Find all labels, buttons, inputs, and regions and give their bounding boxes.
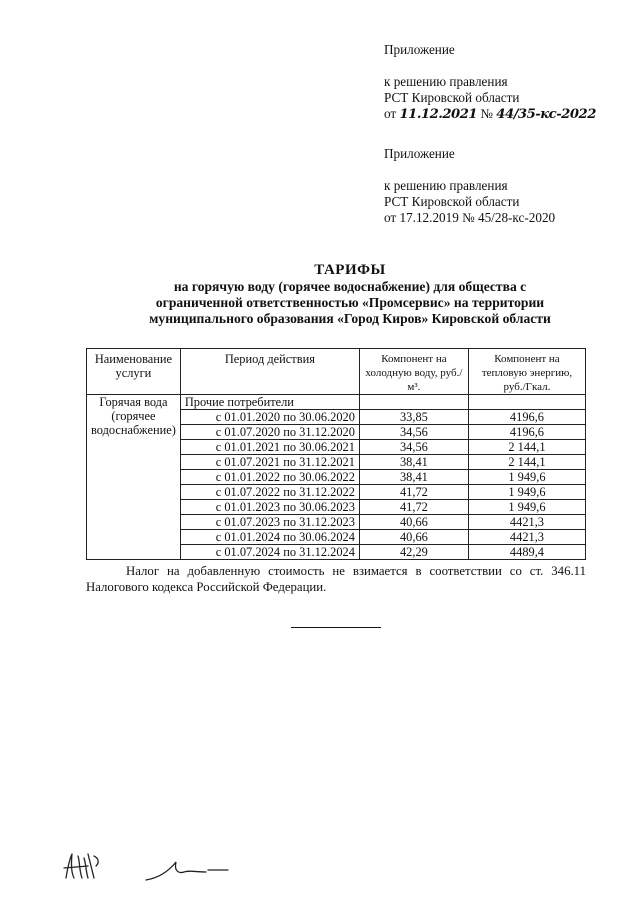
table-header-row bbox=[87, 349, 586, 395]
subtitle-line-2: ограниченной ответственностью «Промсервис» на территории bbox=[155, 295, 545, 310]
appendix-line-date-number: от 17.12.2019 № 45/28-кс-2020 bbox=[384, 210, 556, 225]
consumer-group: Прочие потребители bbox=[180, 395, 359, 410]
appendix-line-authority: РСТ Кировской области bbox=[384, 194, 520, 209]
heat-energy-cell: 1 949,6 bbox=[468, 470, 585, 485]
group-blank bbox=[359, 395, 468, 410]
document-title: ТАРИФЫ bbox=[314, 262, 386, 278]
cold-water-cell: 40,66 bbox=[359, 530, 468, 545]
subtitle-line-3: муниципального образования «Город Киров» Кировской области bbox=[149, 311, 551, 326]
appendix-line-decision: к решению правления bbox=[384, 178, 508, 193]
appendix-title: Приложение bbox=[384, 146, 455, 161]
heat-energy-cell: 4196,6 bbox=[468, 410, 585, 425]
cold-water-cell: 33,85 bbox=[359, 410, 468, 425]
cold-water-cell: 40,66 bbox=[359, 515, 468, 530]
date-prefix: от bbox=[384, 106, 397, 121]
number-prefix: № bbox=[480, 106, 493, 121]
heat-energy-cell: 2 144,1 bbox=[468, 455, 585, 470]
divider-line bbox=[291, 627, 381, 628]
appendix-title: Приложение bbox=[384, 42, 455, 57]
cold-water-cell: 34,56 bbox=[359, 425, 468, 440]
period-cell: с 01.01.2023 по 30.06.2023 bbox=[180, 500, 359, 515]
group-blank bbox=[468, 395, 585, 410]
vat-note: Налог на добавленную стоимость не взимается в соответствии со ст. 346.11 Налогового кодекса Российской Федерации. bbox=[86, 564, 586, 594]
period-cell: с 01.07.2021 по 31.12.2021 bbox=[180, 455, 359, 470]
cold-water-cell: 38,41 bbox=[359, 455, 468, 470]
period-cell: с 01.07.2020 по 31.12.2020 bbox=[180, 425, 359, 440]
cold-water-cell: 42,29 bbox=[359, 545, 468, 560]
appendix-line-date-number bbox=[384, 106, 596, 123]
period-cell: с 01.07.2022 по 31.12.2022 bbox=[180, 485, 359, 500]
cold-water-cell: 34,56 bbox=[359, 440, 468, 455]
cold-water-cell: 41,72 bbox=[359, 500, 468, 515]
document-subtitle bbox=[90, 279, 610, 327]
service-line: (горячее bbox=[111, 409, 156, 423]
header-cold-water: Компонент на холодную воду, руб./м³. bbox=[359, 349, 468, 395]
handwritten-signature-icon bbox=[58, 848, 238, 888]
appendix-block-current bbox=[384, 42, 596, 123]
handwritten-number: 44/35-кс-2022 bbox=[496, 107, 596, 122]
period-cell: с 01.07.2023 по 31.12.2023 bbox=[180, 515, 359, 530]
heat-energy-cell: 2 144,1 bbox=[468, 440, 585, 455]
period-cell: с 01.01.2024 по 30.06.2024 bbox=[180, 530, 359, 545]
service-line: Горячая вода bbox=[99, 395, 168, 409]
appendix-line-authority: РСТ Кировской области bbox=[384, 90, 520, 105]
heat-energy-cell: 4421,3 bbox=[468, 515, 585, 530]
heat-energy-cell: 4489,4 bbox=[468, 545, 585, 560]
cold-water-cell: 38,41 bbox=[359, 470, 468, 485]
period-cell: с 01.01.2022 по 30.06.2022 bbox=[180, 470, 359, 485]
heat-energy-cell: 1 949,6 bbox=[468, 500, 585, 515]
header-period: Период действия bbox=[180, 349, 359, 395]
header-service: Наименование услуги bbox=[87, 349, 181, 395]
tariff-table bbox=[86, 348, 586, 560]
handwritten-date: 11.12.2021 bbox=[399, 107, 478, 122]
header-heat-energy: Компонент на тепловую энергию, руб./Гкал. bbox=[468, 349, 585, 395]
period-cell: с 01.01.2021 по 30.06.2021 bbox=[180, 440, 359, 455]
appendix-block-original bbox=[384, 146, 555, 226]
period-cell: с 01.07.2024 по 31.12.2024 bbox=[180, 545, 359, 560]
heat-energy-cell: 4196,6 bbox=[468, 425, 585, 440]
service-cell bbox=[87, 395, 181, 560]
period-cell: с 01.01.2020 по 30.06.2020 bbox=[180, 410, 359, 425]
table-body bbox=[87, 395, 586, 560]
heat-energy-cell: 4421,3 bbox=[468, 530, 585, 545]
cold-water-cell: 41,72 bbox=[359, 485, 468, 500]
service-line: водоснабжение) bbox=[91, 423, 176, 437]
heat-energy-cell: 1 949,6 bbox=[468, 485, 585, 500]
group-row bbox=[87, 395, 586, 410]
subtitle-line-1: на горячую воду (горячее водоснабжение) для общества с bbox=[173, 279, 527, 294]
appendix-line-decision: к решению правления bbox=[384, 74, 508, 89]
